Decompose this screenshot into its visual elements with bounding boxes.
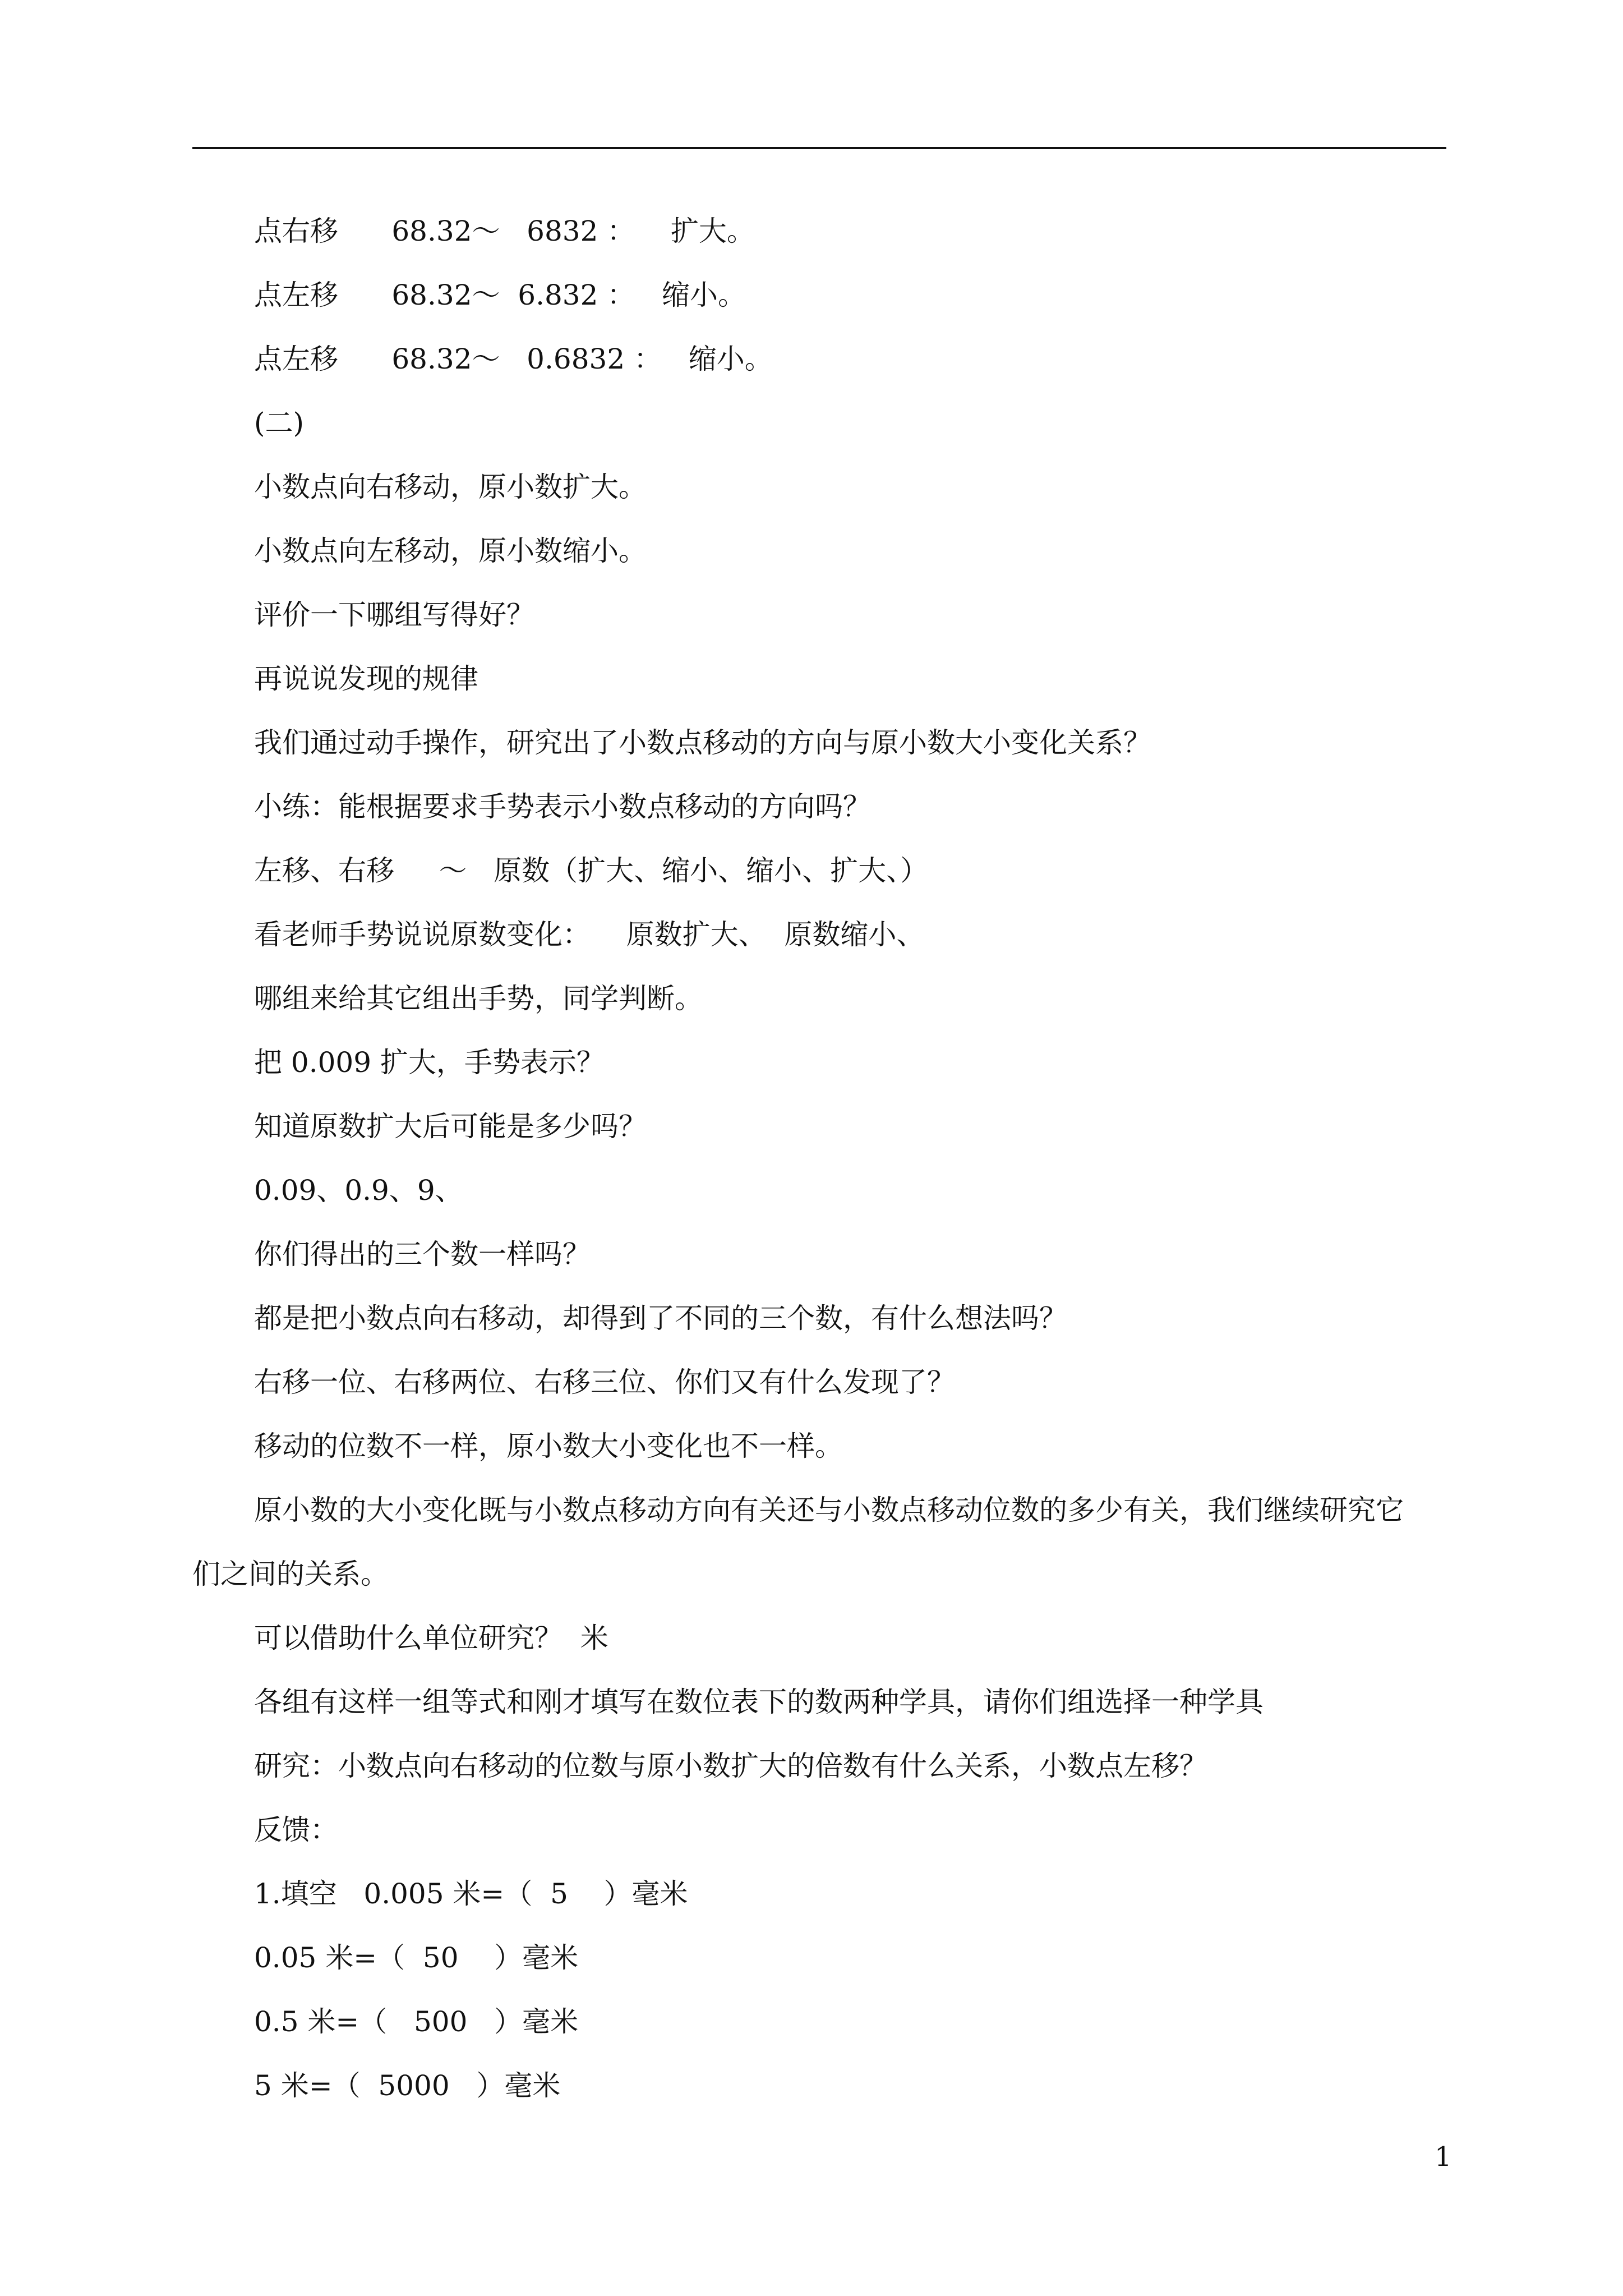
text-line: 评价一下哪组写得好？ bbox=[254, 599, 534, 631]
header-rule bbox=[192, 147, 1446, 149]
text-line: 点右移 68.32～ 6832 ： 扩大。 bbox=[254, 215, 755, 247]
text-line: 0.05 米=（ 50 ）毫米 bbox=[254, 1941, 579, 1974]
text-line: 哪组来给其它组出手势，同学判断。 bbox=[254, 982, 703, 1015]
text-line: 你们得出的三个数一样吗？ bbox=[254, 1238, 591, 1271]
text-line: 研究：小数点向右移动的位数与原小数扩大的倍数有什么关系，小数点左移？ bbox=[254, 1750, 1207, 1782]
text-line: 0.5 米=（ 500 ）毫米 bbox=[254, 2005, 579, 2038]
text-line: 看老师手势说说原数变化： 原数扩大、 原数缩小、 bbox=[254, 918, 925, 951]
text-line: 再说说发现的规律 bbox=[254, 662, 478, 695]
text-line: 可以借助什么单位研究？ 米 bbox=[254, 1622, 608, 1654]
text-line: 小数点向左移动，原小数缩小。 bbox=[254, 535, 647, 567]
text-line: 小练：能根据要求手势表示小数点移动的方向吗？ bbox=[254, 790, 871, 823]
text-line: 0.09、0.9、9、 bbox=[254, 1174, 463, 1207]
text-line: 移动的位数不一样，原小数大小变化也不一样。 bbox=[254, 1430, 843, 1462]
text-line: 点左移 68.32～ 6.832 ： 缩小。 bbox=[254, 279, 746, 311]
text-line: 把 0.009 扩大，手势表示？ bbox=[254, 1046, 605, 1079]
page-number: 1 bbox=[1435, 2141, 1452, 2173]
text-line: 各组有这样一组等式和刚才填写在数位表下的数两种学具，请你们组选择一种学具 bbox=[254, 1686, 1264, 1718]
text-line: 反馈： bbox=[254, 1814, 338, 1846]
text-line: 知道原数扩大后可能是多少吗？ bbox=[254, 1110, 647, 1143]
text-line: 们之间的关系。 bbox=[192, 1558, 389, 1590]
text-line: 原小数的大小变化既与小数点移动方向有关还与小数点移动位数的多少有关，我们继续研究它 bbox=[254, 1494, 1404, 1526]
text-line: 5 米=（ 5000 ）毫米 bbox=[254, 2069, 561, 2102]
text-line: 我们通过动手操作，研究出了小数点移动的方向与原小数大小变化关系？ bbox=[254, 726, 1151, 759]
text-line: 左移、右移 ～ 原数（扩大、缩小、缩小、扩大、） bbox=[254, 854, 929, 887]
text-line: 右移一位、右移两位、右移三位、你们又有什么发现了？ bbox=[254, 1366, 955, 1398]
text-line: 1.填空 0.005 米=（ 5 ）毫米 bbox=[254, 1878, 688, 1910]
text-line: 点左移 68.32～ 0.6832 ： 缩小。 bbox=[254, 343, 773, 375]
text-line: (二) bbox=[254, 407, 305, 439]
text-line: 都是把小数点向右移动，却得到了不同的三个数，有什么想法吗？ bbox=[254, 1302, 1067, 1335]
text-line: 小数点向右移动，原小数扩大。 bbox=[254, 471, 647, 503]
